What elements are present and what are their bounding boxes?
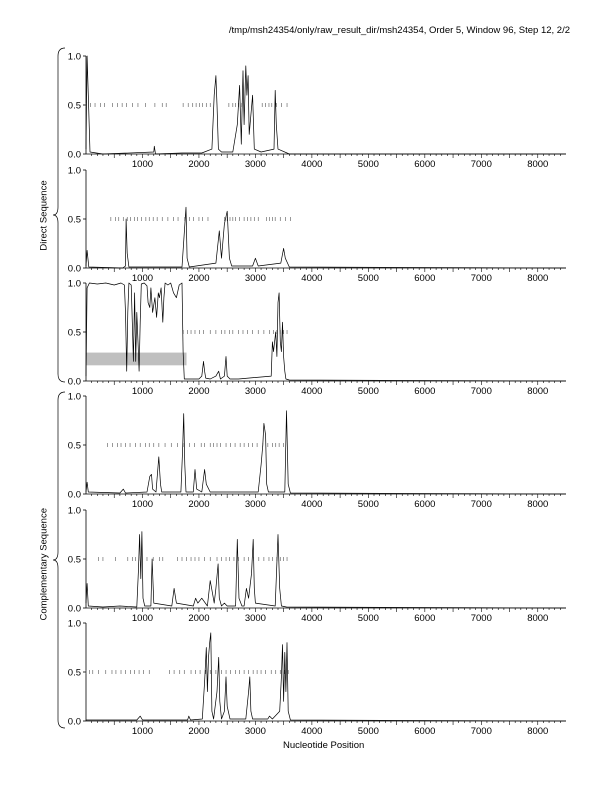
x-tick-label: 7000 xyxy=(470,386,492,397)
x-tick-label: 1000 xyxy=(131,386,154,397)
x-tick-label: 5000 xyxy=(357,386,379,397)
y-tick-label: 1.0 xyxy=(67,505,81,517)
x-tick-label: 7000 xyxy=(470,726,492,737)
x-tick-label: 5000 xyxy=(357,159,379,170)
x-tick-label: 3000 xyxy=(244,499,266,510)
y-tick-label: 0.5 xyxy=(67,667,81,679)
direct-sequence-label: Direct Sequence xyxy=(38,180,50,251)
x-tick-label: 6000 xyxy=(414,159,436,170)
direct-sequence-brace xyxy=(53,48,65,382)
series-line xyxy=(86,207,566,268)
x-tick-label: 8000 xyxy=(527,386,549,397)
x-tick-label: 6000 xyxy=(414,273,436,284)
series-line xyxy=(86,532,566,608)
x-axis-label: Nucleotide Position xyxy=(283,740,365,751)
x-tick-label: 2000 xyxy=(188,499,210,510)
panel-1 xyxy=(68,52,566,171)
x-tick-label: 3000 xyxy=(244,386,266,397)
x-tick-label: 3000 xyxy=(244,726,266,737)
y-tick-label: 0.0 xyxy=(67,489,81,501)
y-tick-label: 0.5 xyxy=(67,214,81,226)
y-tick-label: 0.5 xyxy=(67,440,81,452)
x-tick-label: 4000 xyxy=(301,386,323,397)
x-tick-label: 8000 xyxy=(527,613,549,624)
y-tick-label: 0.0 xyxy=(67,263,81,275)
x-tick-label: 4000 xyxy=(301,159,323,170)
y-tick-label: 1.0 xyxy=(67,391,81,403)
x-tick-label: 8000 xyxy=(527,273,549,284)
complementary-sequence-brace xyxy=(53,392,65,728)
x-tick-label: 7000 xyxy=(470,159,492,170)
x-tick-label: 2000 xyxy=(188,613,210,624)
x-tick-label: 8000 xyxy=(527,499,549,510)
y-tick-label: 1.0 xyxy=(67,51,81,63)
x-tick-label: 8000 xyxy=(527,726,549,737)
panel-6 xyxy=(68,619,566,738)
x-tick-label: 6000 xyxy=(414,613,436,624)
x-tick-label: 1000 xyxy=(131,273,154,284)
x-tick-label: 3000 xyxy=(244,613,266,624)
x-tick-label: 2000 xyxy=(188,726,210,737)
chart-title: /tmp/msh24354/only/raw_result_dir/msh24354, Order 5, Window 96, Step 12, 2/2 xyxy=(228,25,570,36)
panel-4 xyxy=(68,392,566,511)
x-tick-label: 4000 xyxy=(301,273,323,284)
panel-5 xyxy=(68,506,566,625)
series-line xyxy=(86,633,566,721)
y-tick-label: 0.5 xyxy=(67,327,81,339)
y-tick-label: 1.0 xyxy=(67,165,81,177)
x-tick-label: 4000 xyxy=(301,726,323,737)
x-tick-label: 3000 xyxy=(244,159,266,170)
panel-3 xyxy=(68,279,566,398)
x-tick-label: 6000 xyxy=(414,726,436,737)
y-tick-label: 1.0 xyxy=(67,618,81,630)
y-tick-label: 0.0 xyxy=(67,376,81,388)
x-tick-label: 7000 xyxy=(470,499,492,510)
series-line xyxy=(86,56,566,154)
x-tick-label: 5000 xyxy=(357,499,379,510)
x-tick-label: 6000 xyxy=(414,386,436,397)
x-tick-label: 2000 xyxy=(188,159,210,170)
y-tick-label: 0.5 xyxy=(67,100,81,112)
x-tick-label: 4000 xyxy=(301,613,323,624)
x-tick-label: 1000 xyxy=(131,499,154,510)
series-line xyxy=(86,283,566,381)
x-tick-label: 2000 xyxy=(188,273,210,284)
x-tick-label: 5000 xyxy=(357,726,379,737)
x-tick-label: 4000 xyxy=(301,499,323,510)
x-tick-label: 7000 xyxy=(470,273,492,284)
x-tick-label: 1000 xyxy=(131,159,154,170)
y-tick-label: 0.0 xyxy=(67,716,81,728)
x-tick-label: 6000 xyxy=(414,499,436,510)
x-tick-label: 1000 xyxy=(131,726,154,737)
series-line xyxy=(86,411,566,494)
chart-panels xyxy=(68,52,566,738)
x-tick-label: 2000 xyxy=(188,386,210,397)
x-tick-label: 1000 xyxy=(131,613,154,624)
x-tick-label: 5000 xyxy=(357,613,379,624)
x-tick-label: 7000 xyxy=(470,613,492,624)
x-tick-label: 5000 xyxy=(357,273,379,284)
panel-2 xyxy=(68,166,566,285)
complementary-sequence-label: Complementary Sequence xyxy=(38,508,50,621)
y-tick-label: 1.0 xyxy=(67,278,81,290)
x-tick-label: 3000 xyxy=(244,273,266,284)
y-tick-label: 0.5 xyxy=(67,554,81,566)
y-tick-label: 0.0 xyxy=(67,603,81,615)
group-braces xyxy=(53,48,65,728)
x-tick-label: 8000 xyxy=(527,159,549,170)
y-tick-label: 0.0 xyxy=(67,149,81,161)
highlight-box xyxy=(86,353,187,366)
